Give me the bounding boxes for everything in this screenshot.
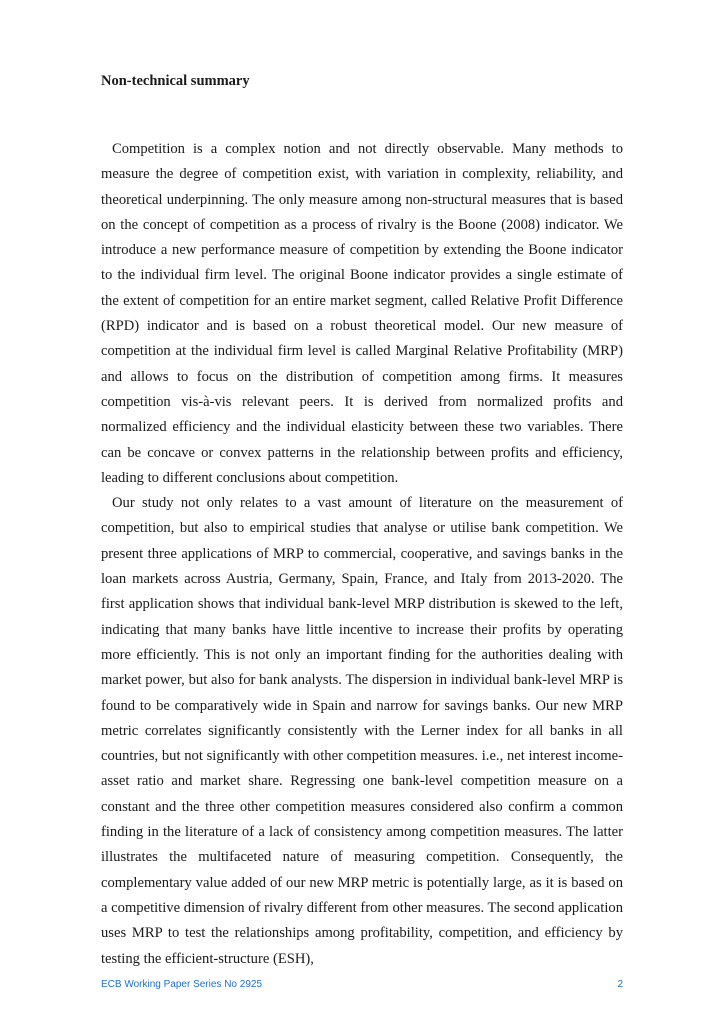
paragraph-1: Competition is a complex notion and not directly observable. Many methods to measure the degree of competition exist, with variation in complexity, reliability, and theoretical underpinning. The only measure among non-structural measures that is based on the concept of competition as a process of rivalry is the Boone (2008) indicator. We introduce a new performance measure of competition by extending the Boone indicator to the individual firm level. The original Boone indicator provides a single estimate of the extent of competition for an entire market segment, called Relative Profit Difference (RPD) indicator and is based on a robust theoretical model. Our new measure of competition at the individual firm level is called Marginal Relative Profitability (MRP) and allows to focus on the distribution of competition among firms. It measures competition vis-à-vis relevant peers. It is derived from normalized profits and normalized efficiency and the individual elasticity between these two variables. There can be concave or convex patterns in the relationship between profits and efficiency, leading to different conclusions about competition. (101, 141, 623, 486)
paragraph-2: Our study not only relates to a vast amount of literature on the measurement of competition, but also to empirical studies that analyse or utilise bank competition. We present three applications of MRP to commercial, cooperative, and savings banks in the loan markets across Austria, Germany, Spain, France, and Italy from 2013-2020. The first application shows that individual bank-level MRP distribution is skewed to the left, indicating that many banks have little incentive to increase their profits by operating more efficiently. This is not only an important finding for the authorities dealing with market power, but also for bank analysts. The dispersion in individual bank-level MRP is found to be comparatively wide in Spain and narrow for savings banks. Our new MRP metric correlates significantly consistently with the Lerner index for all banks in all countries, but not significantly with other competition measures. i.e., net interest income-asset ratio and market share. Regressing one bank-level competition measure on a constant and the three other competition measures considered also confirm a common finding in the literature of a lack of consistency among competition measures. The latter illustrates the multifaceted nature of measuring competition. Consequently, the complementary value added of our new MRP metric is potentially large, as it is based on a competitive dimension of rivalry different from other measures. The second application uses MRP to test the relationships among profitability, competition, and efficiency by testing the efficient-structure (ESH), (101, 495, 623, 967)
section-heading: Non-technical summary (101, 73, 250, 89)
footer-page-number: 2 (617, 979, 623, 990)
body-text (101, 137, 623, 972)
footer-series-title: ECB Working Paper Series No 2925 (101, 979, 263, 990)
